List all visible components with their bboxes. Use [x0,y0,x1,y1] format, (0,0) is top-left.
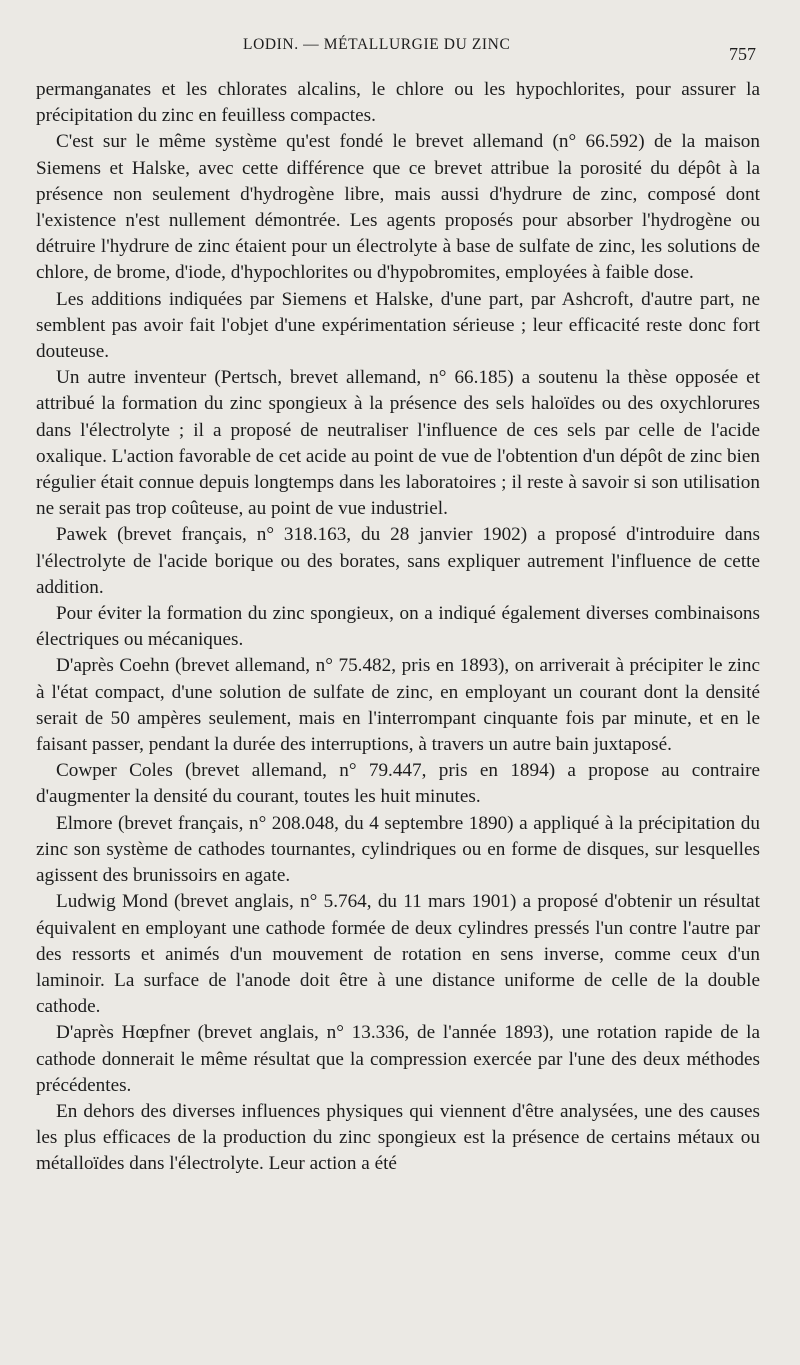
running-title: LODIN. — MÉTALLURGIE DU ZINC [243,36,511,53]
paragraph: C'est sur le même système qu'est fondé le brevet allemand (n° 66.592) de la maison Siemens et Halske, avec cette différence que ce brevet attribue la porosité du dépôt à la présence non seulement d'hydrogène libre, mais aussi d'hydrure de zinc, composé dont l'existence n'est nullement démontrée. Les agents proposés pour absorber l'hydrogène ou détruire l'hydrure de zinc étaient pour un électrolyte à base de sulfate de zinc, les solutions de chlore, de brome, d'iode, d'hypochlorites ou d'hypobromites, employées à faible dose. [36,131,760,284]
paragraph: En dehors des diverses influences physiques qui viennent d'être analysées, une des causes les plus efficaces de la production du zinc spongieux est la présence de certains métaux ou métalloïdes dans l'électrolyte. Leur action a été [36,1100,760,1175]
paragraph: Les additions indiquées par Siemens et Halske, d'une part, par Ashcroft, d'autre part, ne semblent pas avoir fait l'objet d'une expérimentation sérieuse ; leur efficacité reste donc fort douteuse. [36,288,760,363]
paragraph: permanganates et les chlorates alcalins, le chlore ou les hypochlorites, pour assurer la précipitation du zinc en feuilless compactes. [36,79,760,127]
paragraph: Cowper Coles (brevet allemand, n° 79.447, pris en 1894) a propose au contraire d'augmenter la densité du courant, toutes les huit minutes. [36,760,760,808]
paragraph: Ludwig Mond (brevet anglais, n° 5.764, du 11 mars 1901) a proposé d'obtenir un résultat équivalent en employant une cathode formée de deux cylindres pressés l'un contre l'autre par des ressorts et animés d'un mouvement de rotation en sens inverse, comme ceux d'un laminoir. La surface de l'anode doit être à une distance uniforme de celle de la double cathode. [36,891,760,1018]
paragraph: Pour éviter la formation du zinc spongieux, on a indiqué également diverses combinaisons électriques ou mécaniques. [36,603,760,651]
page-number: 757 [729,44,756,64]
paragraph: D'après Coehn (brevet allemand, n° 75.482, pris en 1893), on arriverait à précipiter le zinc à l'état compact, d'une solution de sulfate de zinc, en employant un courant dont la densité serait de 50 ampères seulement, mais en l'interrompant cinquante fois par minute, et en le faisant passer, pendant la durée des interruptions, à travers un autre bain juxtaposé. [36,655,760,756]
running-head [0,36,800,66]
body-text [36,77,760,1178]
paragraph: Un autre inventeur (Pertsch, brevet allemand, n° 66.185) a soutenu la thèse opposée et attribué la formation du zinc spongieux à la présence des sels haloïdes ou des oxychlorures dans l'électrolyte ; il a proposé de neutraliser l'influence de ces sels par celle de l'acide oxalique. L'action favorable de cet acide au point de vue de l'obtention d'un dépôt de zinc bien régulier était connue depuis longtemps dans les laboratoires ; il reste à savoir si son utilisation ne serait pas trop coûteuse, au point de vue industriel. [36,367,760,520]
paragraph: D'après Hœpfner (brevet anglais, n° 13.336, de l'année 1893), une rotation rapide de la cathode donnerait le même résultat que la compression exercée par l'une des deux méthodes précédentes. [36,1022,760,1096]
paragraph: Elmore (brevet français, n° 208.048, du 4 septembre 1890) a appliqué à la précipitation du zinc son système de cathodes tournantes, cylindriques ou en forme de disques, sur lesquelles agissent des brunissoirs en agate. [36,812,760,887]
paragraph: Pawek (brevet français, n° 318.163, du 28 janvier 1902) a proposé d'introduire dans l'électrolyte de l'acide borique ou des borates, sans expliquer autrement l'influence de cette addition. [36,524,760,598]
